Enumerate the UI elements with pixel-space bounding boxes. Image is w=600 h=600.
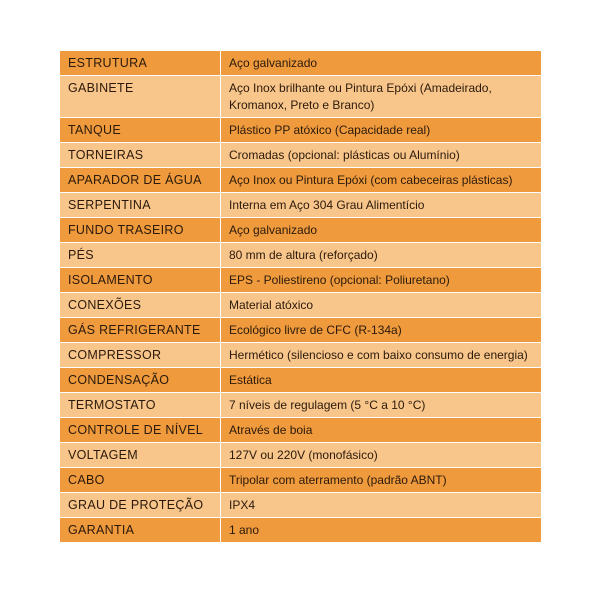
spec-value: Hermético (silencioso e com baixo consumo de energia) [221,343,542,368]
spec-label: GÁS REFRIGERANTE [60,318,221,343]
spec-row [60,193,541,218]
spec-row [60,393,541,418]
spec-label: TANQUE [60,118,221,143]
spec-table-body [60,51,541,543]
spec-row [60,143,541,168]
spec-value: Interna em Aço 304 Grau Alimentício [221,193,542,218]
spec-value: EPS - Poliestireno (opcional: Poliuretano) [221,268,542,293]
spec-label: TORNEIRAS [60,143,221,168]
spec-row [60,268,541,293]
spec-table [60,51,541,543]
spec-value: 1 ano [221,518,542,543]
spec-row [60,243,541,268]
spec-value: Ecológico livre de CFC (R-134a) [221,318,542,343]
spec-row [60,293,541,318]
spec-value: Material atóxico [221,293,542,318]
spec-label: PÉS [60,243,221,268]
spec-label: FUNDO TRASEIRO [60,218,221,243]
spec-value: Plástico PP atóxico (Capacidade real) [221,118,542,143]
spec-value: Estática [221,368,542,393]
spec-row [60,343,541,368]
spec-label: TERMOSTATO [60,393,221,418]
spec-value: Aço galvanizado [221,51,542,76]
spec-row [60,168,541,193]
spec-label: ESTRUTURA [60,51,221,76]
spec-value: IPX4 [221,493,542,518]
spec-label: CONTROLE DE NÍVEL [60,418,221,443]
spec-row [60,218,541,243]
spec-row [60,118,541,143]
spec-label: GABINETE [60,76,221,118]
spec-row [60,418,541,443]
spec-row [60,468,541,493]
spec-label: VOLTAGEM [60,443,221,468]
spec-value: Aço galvanizado [221,218,542,243]
spec-value: 80 mm de altura (reforçado) [221,243,542,268]
spec-row [60,318,541,343]
spec-value: 7 níveis de regulagem (5 °C a 10 °C) [221,393,542,418]
spec-value: Aço Inox ou Pintura Epóxi (com cabeceiras plásticas) [221,168,542,193]
spec-value: Tripolar com aterramento (padrão ABNT) [221,468,542,493]
spec-row [60,518,541,543]
spec-value: Através de boia [221,418,542,443]
spec-row [60,493,541,518]
spec-row [60,76,541,118]
spec-label: GRAU DE PROTEÇÃO [60,493,221,518]
spec-label: CONEXÕES [60,293,221,318]
spec-label: SERPENTINA [60,193,221,218]
spec-label: APARADOR DE ÁGUA [60,168,221,193]
spec-value: 127V ou 220V (monofásico) [221,443,542,468]
spec-row [60,443,541,468]
spec-label: CABO [60,468,221,493]
spec-row [60,368,541,393]
spec-label: ISOLAMENTO [60,268,221,293]
spec-value: Aço Inox brilhante ou Pintura Epóxi (Amadeirado, Kromanox, Preto e Branco) [221,76,542,118]
spec-label: COMPRESSOR [60,343,221,368]
spec-value: Cromadas (opcional: plásticas ou Alumínio) [221,143,542,168]
spec-row [60,51,541,76]
spec-label: CONDENSAÇÃO [60,368,221,393]
spec-label: GARANTIA [60,518,221,543]
